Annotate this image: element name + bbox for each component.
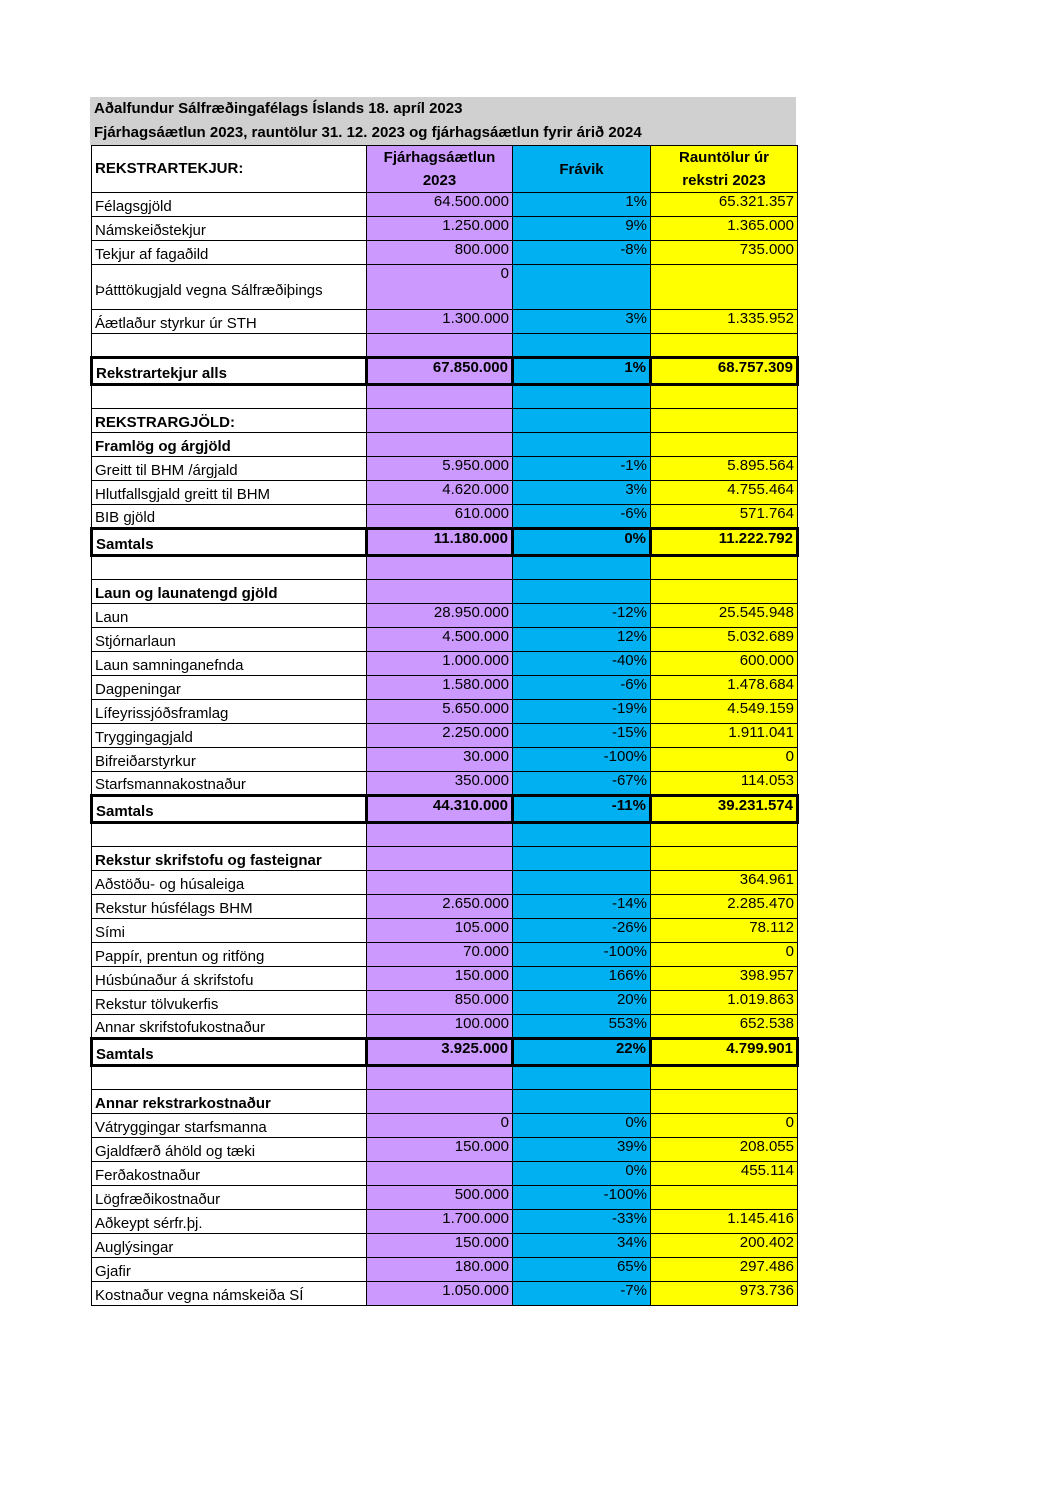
variance-cell — [513, 385, 651, 409]
row-label: Áætlaður styrkur úr STH — [92, 310, 367, 334]
budget-cell: 30.000 — [367, 748, 513, 772]
actual-cell: 1.019.863 — [651, 991, 798, 1015]
row-label: Rekstrartekjur alls — [92, 358, 367, 385]
row-label: Laun samninganefnda — [92, 652, 367, 676]
variance-cell: -12% — [513, 604, 651, 628]
table-row — [92, 943, 798, 967]
budget-cell: 100.000 — [367, 1015, 513, 1039]
variance-cell: 3% — [513, 310, 651, 334]
budget-cell: 1.300.000 — [367, 310, 513, 334]
row-label: BIB gjöld — [92, 505, 367, 529]
section-header-row — [92, 433, 798, 457]
budget-cell: 105.000 — [367, 919, 513, 943]
variance-cell: 34% — [513, 1234, 651, 1258]
variance-cell — [513, 433, 651, 457]
table-row — [92, 1015, 798, 1039]
variance-cell — [513, 871, 651, 895]
table-row — [92, 604, 798, 628]
row-label: Auglýsingar — [92, 1234, 367, 1258]
table-row — [92, 652, 798, 676]
row-label — [92, 823, 367, 847]
header-actual-line1: Rauntölur úr — [679, 149, 769, 166]
table-row — [92, 1234, 798, 1258]
variance-cell: -6% — [513, 676, 651, 700]
row-label: REKSTRARGJÖLD: — [92, 409, 367, 433]
variance-cell: -67% — [513, 772, 651, 796]
variance-cell — [513, 556, 651, 580]
actual-cell: 973.736 — [651, 1282, 798, 1306]
row-label: Aðkeypt sérfr.þj. — [92, 1210, 367, 1234]
table-row — [92, 1210, 798, 1234]
row-label: Lífeyrissjóðsframlag — [92, 700, 367, 724]
actual-cell — [651, 409, 798, 433]
budget-cell — [367, 385, 513, 409]
row-label: Samtals — [92, 529, 367, 556]
table-row — [92, 265, 798, 310]
variance-cell: 22% — [513, 1039, 651, 1066]
budget-cell — [367, 871, 513, 895]
table-row — [92, 748, 798, 772]
actual-cell: 4.549.159 — [651, 700, 798, 724]
table-row — [92, 334, 798, 358]
actual-cell: 297.486 — [651, 1258, 798, 1282]
variance-cell: -33% — [513, 1210, 651, 1234]
actual-cell — [651, 580, 798, 604]
table-row — [92, 1186, 798, 1210]
total-row — [92, 529, 798, 556]
table-row — [92, 457, 798, 481]
actual-cell: 571.764 — [651, 505, 798, 529]
table-row — [92, 505, 798, 529]
row-label: Gjaldfærð áhöld og tæki — [92, 1138, 367, 1162]
budget-cell — [367, 409, 513, 433]
row-label: Samtals — [92, 1039, 367, 1066]
actual-cell: 4.799.901 — [651, 1039, 798, 1066]
budget-cell: 850.000 — [367, 991, 513, 1015]
row-label: Kostnaður vegna námskeiða SÍ — [92, 1282, 367, 1306]
table-row — [92, 1282, 798, 1306]
table-row — [92, 310, 798, 334]
table-row — [92, 991, 798, 1015]
actual-cell — [651, 385, 798, 409]
actual-cell: 735.000 — [651, 241, 798, 265]
actual-cell — [651, 265, 798, 310]
row-label: Pappír, prentun og ritföng — [92, 943, 367, 967]
actual-cell: 0 — [651, 1114, 798, 1138]
actual-cell: 65.321.357 — [651, 193, 798, 217]
budget-sheet — [90, 97, 796, 1306]
table-row — [92, 1066, 798, 1090]
budget-cell: 1.000.000 — [367, 652, 513, 676]
actual-cell: 4.755.464 — [651, 481, 798, 505]
row-label: Rekstur skrifstofu og fasteignar — [92, 847, 367, 871]
variance-cell: -6% — [513, 505, 651, 529]
table-row — [92, 1258, 798, 1282]
budget-cell: 180.000 — [367, 1258, 513, 1282]
actual-cell — [651, 1186, 798, 1210]
header-label: REKSTRARTEKJUR: — [92, 146, 367, 193]
variance-cell — [513, 580, 651, 604]
variance-cell — [513, 1066, 651, 1090]
row-label — [92, 1066, 367, 1090]
table-row — [92, 193, 798, 217]
actual-cell: 1.335.952 — [651, 310, 798, 334]
variance-cell: -40% — [513, 652, 651, 676]
budget-cell: 0 — [367, 265, 513, 310]
budget-cell: 5.950.000 — [367, 457, 513, 481]
row-label: Framlög og árgjöld — [92, 433, 367, 457]
budget-cell: 150.000 — [367, 1138, 513, 1162]
row-label: Stjórnarlaun — [92, 628, 367, 652]
table-row — [92, 724, 798, 748]
budget-cell: 28.950.000 — [367, 604, 513, 628]
table-row — [92, 919, 798, 943]
actual-cell: 5.895.564 — [651, 457, 798, 481]
row-label: Sími — [92, 919, 367, 943]
variance-cell: 39% — [513, 1138, 651, 1162]
table-row — [92, 241, 798, 265]
budget-cell: 800.000 — [367, 241, 513, 265]
row-label — [92, 385, 367, 409]
row-label: Aðstöðu- og húsaleiga — [92, 871, 367, 895]
actual-cell: 208.055 — [651, 1138, 798, 1162]
budget-cell: 67.850.000 — [367, 358, 513, 385]
actual-cell: 0 — [651, 943, 798, 967]
budget-cell — [367, 556, 513, 580]
table-row — [92, 967, 798, 991]
row-label: Bifreiðarstyrkur — [92, 748, 367, 772]
actual-cell: 11.222.792 — [651, 529, 798, 556]
actual-cell: 78.112 — [651, 919, 798, 943]
variance-cell: -100% — [513, 943, 651, 967]
budget-table — [90, 145, 799, 1306]
actual-cell: 68.757.309 — [651, 358, 798, 385]
row-label: Námskeiðstekjur — [92, 217, 367, 241]
table-row — [92, 1162, 798, 1186]
row-label: Félagsgjöld — [92, 193, 367, 217]
budget-cell — [367, 1162, 513, 1186]
actual-cell: 0 — [651, 748, 798, 772]
budget-cell: 3.925.000 — [367, 1039, 513, 1066]
variance-cell: -26% — [513, 919, 651, 943]
table-row — [92, 556, 798, 580]
table-row — [92, 823, 798, 847]
actual-cell: 114.053 — [651, 772, 798, 796]
variance-cell: -100% — [513, 1186, 651, 1210]
variance-cell: 1% — [513, 193, 651, 217]
budget-cell: 610.000 — [367, 505, 513, 529]
budget-cell — [367, 823, 513, 847]
section-header-row — [92, 409, 798, 433]
budget-cell: 1.580.000 — [367, 676, 513, 700]
budget-cell: 350.000 — [367, 772, 513, 796]
variance-cell: 0% — [513, 1114, 651, 1138]
budget-cell: 44.310.000 — [367, 796, 513, 823]
actual-cell — [651, 433, 798, 457]
header-actual — [651, 146, 798, 193]
actual-cell: 600.000 — [651, 652, 798, 676]
budget-table-body — [92, 146, 798, 1306]
sheet-title-meeting: Aðalfundur Sálfræðingafélags Íslands 18. apríl 2023 — [90, 97, 796, 121]
budget-cell: 4.500.000 — [367, 628, 513, 652]
variance-cell: 12% — [513, 628, 651, 652]
variance-cell: 65% — [513, 1258, 651, 1282]
variance-cell — [513, 847, 651, 871]
row-label: Húsbúnaður á skrifstofu — [92, 967, 367, 991]
actual-cell — [651, 847, 798, 871]
budget-cell: 150.000 — [367, 1234, 513, 1258]
header-budget-line2: 2023 — [422, 172, 457, 189]
sheet-title-budget: Fjárhagsáætlun 2023, rauntölur 31. 12. 2023 og fjárhagsáætlun fyrir árið 2024 — [90, 121, 796, 145]
row-label: Þátttökugjald vegna Sálfræðiþings — [92, 265, 367, 310]
total-row — [92, 796, 798, 823]
variance-cell — [513, 409, 651, 433]
budget-cell: 70.000 — [367, 943, 513, 967]
variance-cell — [513, 823, 651, 847]
budget-cell: 2.650.000 — [367, 895, 513, 919]
actual-cell — [651, 823, 798, 847]
row-label: Starfsmannakostnaður — [92, 772, 367, 796]
budget-cell: 150.000 — [367, 967, 513, 991]
total-row — [92, 358, 798, 385]
budget-cell — [367, 847, 513, 871]
variance-cell: -1% — [513, 457, 651, 481]
row-label: Ferðakostnaður — [92, 1162, 367, 1186]
variance-cell — [513, 334, 651, 358]
budget-cell: 11.180.000 — [367, 529, 513, 556]
actual-cell: 5.032.689 — [651, 628, 798, 652]
table-row — [92, 871, 798, 895]
budget-cell: 5.650.000 — [367, 700, 513, 724]
budget-cell: 1.250.000 — [367, 217, 513, 241]
table-row — [92, 700, 798, 724]
budget-cell: 0 — [367, 1114, 513, 1138]
actual-cell: 652.538 — [651, 1015, 798, 1039]
section-header-row — [92, 580, 798, 604]
header-actual-line2: rekstri 2023 — [682, 172, 766, 189]
row-label: Annar skrifstofukostnaður — [92, 1015, 367, 1039]
section-header-row — [92, 847, 798, 871]
budget-cell — [367, 433, 513, 457]
row-label: Lögfræðikostnaður — [92, 1186, 367, 1210]
row-label: Rekstur húsfélags BHM — [92, 895, 367, 919]
row-label: Dagpeningar — [92, 676, 367, 700]
variance-cell: -19% — [513, 700, 651, 724]
budget-cell: 1.050.000 — [367, 1282, 513, 1306]
budget-cell — [367, 580, 513, 604]
variance-cell: -15% — [513, 724, 651, 748]
table-row — [92, 1138, 798, 1162]
row-label: Laun — [92, 604, 367, 628]
budget-cell: 2.250.000 — [367, 724, 513, 748]
actual-cell: 1.911.041 — [651, 724, 798, 748]
budget-cell: 1.700.000 — [367, 1210, 513, 1234]
variance-cell: -8% — [513, 241, 651, 265]
actual-cell: 364.961 — [651, 871, 798, 895]
actual-cell — [651, 1090, 798, 1114]
table-row — [92, 628, 798, 652]
table-row — [92, 217, 798, 241]
variance-cell: -7% — [513, 1282, 651, 1306]
variance-cell: -11% — [513, 796, 651, 823]
row-label: Gjafir — [92, 1258, 367, 1282]
budget-cell — [367, 334, 513, 358]
table-row — [92, 895, 798, 919]
actual-cell — [651, 556, 798, 580]
actual-cell: 1.478.684 — [651, 676, 798, 700]
variance-cell: 0% — [513, 1162, 651, 1186]
variance-cell — [513, 265, 651, 310]
actual-cell: 25.545.948 — [651, 604, 798, 628]
variance-cell: 1% — [513, 358, 651, 385]
actual-cell — [651, 334, 798, 358]
section-header-row — [92, 1090, 798, 1114]
actual-cell: 2.285.470 — [651, 895, 798, 919]
actual-cell: 39.231.574 — [651, 796, 798, 823]
budget-cell — [367, 1066, 513, 1090]
table-row — [92, 772, 798, 796]
budget-cell: 4.620.000 — [367, 481, 513, 505]
actual-cell: 1.145.416 — [651, 1210, 798, 1234]
row-label — [92, 556, 367, 580]
budget-cell: 500.000 — [367, 1186, 513, 1210]
variance-cell: -14% — [513, 895, 651, 919]
row-label: Annar rekstrarkostnaður — [92, 1090, 367, 1114]
variance-cell: 20% — [513, 991, 651, 1015]
budget-cell — [367, 1090, 513, 1114]
row-label: Laun og launatengd gjöld — [92, 580, 367, 604]
header-variance: Frávik — [513, 146, 651, 193]
variance-cell: 553% — [513, 1015, 651, 1039]
total-row — [92, 1039, 798, 1066]
row-label: Hlutfallsgjald greitt til BHM — [92, 481, 367, 505]
row-label — [92, 334, 367, 358]
row-label: Samtals — [92, 796, 367, 823]
variance-cell: 0% — [513, 529, 651, 556]
header-row — [92, 146, 798, 193]
variance-cell: 9% — [513, 217, 651, 241]
budget-cell: 64.500.000 — [367, 193, 513, 217]
row-label: Greitt til BHM /árgjald — [92, 457, 367, 481]
row-label: Vátryggingar starfsmanna — [92, 1114, 367, 1138]
table-row — [92, 676, 798, 700]
table-row — [92, 481, 798, 505]
header-budget-line1: Fjárhagsáætlun — [383, 149, 496, 166]
actual-cell: 1.365.000 — [651, 217, 798, 241]
table-row — [92, 1114, 798, 1138]
actual-cell: 455.114 — [651, 1162, 798, 1186]
variance-cell — [513, 1090, 651, 1114]
variance-cell: 3% — [513, 481, 651, 505]
variance-cell: 166% — [513, 967, 651, 991]
variance-cell: -100% — [513, 748, 651, 772]
header-budget — [367, 146, 513, 193]
actual-cell: 200.402 — [651, 1234, 798, 1258]
actual-cell — [651, 1066, 798, 1090]
actual-cell: 398.957 — [651, 967, 798, 991]
row-label: Rekstur tölvukerfis — [92, 991, 367, 1015]
row-label: Tryggingagjald — [92, 724, 367, 748]
row-label: Tekjur af fagaðild — [92, 241, 367, 265]
table-row — [92, 385, 798, 409]
